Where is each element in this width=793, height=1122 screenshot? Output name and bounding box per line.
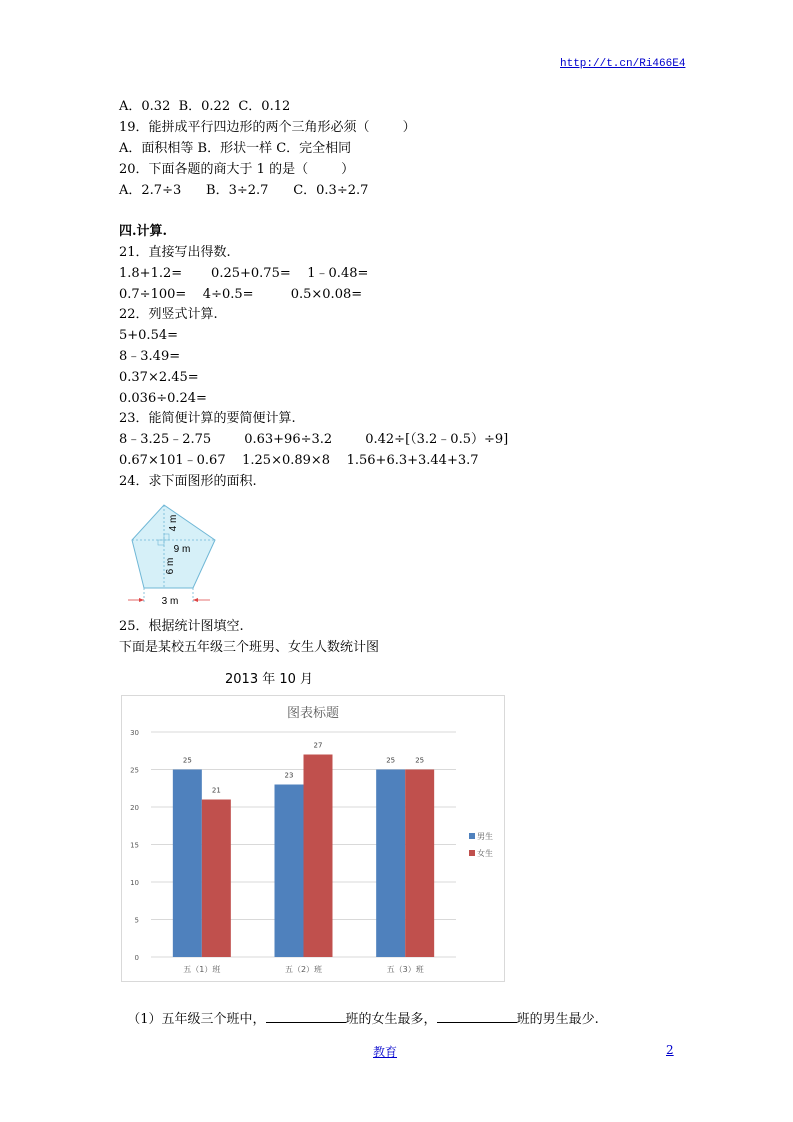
question-text-1: （1）五年级三个班中， — [127, 1012, 266, 1027]
data-label: 25 — [415, 756, 425, 765]
data-label: 27 — [313, 741, 323, 750]
data-label: 23 — [284, 771, 294, 780]
bar — [275, 785, 304, 958]
q23-text: 23．能简便计算的要简便计算. — [119, 411, 296, 426]
bar — [304, 755, 333, 958]
x-tick-label: 五（1）班 — [183, 965, 221, 974]
data-label: 25 — [386, 756, 396, 765]
q21-row2: 0.7÷100= 4÷0.5= 0.5×0.08= — [119, 287, 363, 302]
y-tick-label: 0 — [134, 954, 139, 962]
question-text-3: 班的男生最少. — [516, 1012, 599, 1027]
legend-swatch — [469, 850, 475, 856]
bar — [405, 770, 434, 958]
footer-link[interactable]: 教育 — [373, 1045, 398, 1059]
q20-text: 20．下面各题的商大于 1 的是（ ） — [119, 162, 355, 177]
bar — [202, 800, 231, 958]
legend-label: 男生 — [477, 832, 493, 841]
figure-label-bottom: 6 m — [165, 557, 176, 575]
q20-options: A．2.7÷3 B．3÷2.7 C．0.3÷2.7 — [119, 183, 369, 198]
figure-label-base: 3 m — [161, 596, 179, 607]
q22-item3: 0.37×2.45= — [119, 370, 199, 385]
q25-part1 — [119, 994, 599, 1028]
q22-item4: 0.036÷0.24= — [119, 391, 207, 406]
bar — [173, 770, 202, 958]
y-tick-label: 5 — [134, 916, 139, 925]
y-tick-label: 20 — [130, 804, 139, 812]
q19-options: A．面积相等 B．形状一样 C．完全相同 — [119, 141, 352, 156]
q21-row1: 1.8+1.2= 0.25+0.75= 1﹣0.48= — [119, 266, 369, 281]
page-number[interactable]: 2 — [666, 1043, 674, 1057]
q18-options: A．0.32 B．0.22 C．0.12 — [119, 99, 291, 114]
q22-text: 22．列竖式计算. — [119, 307, 218, 322]
q23-row1: 8﹣3.25﹣2.75 0.63+96÷3.2 0.42÷[（3.2﹣0.5）÷9] — [119, 432, 509, 447]
data-label: 25 — [182, 756, 192, 765]
q25-description: 下面是某校五年级三个班男、女生人数统计图 — [119, 640, 380, 655]
question-text-2: 班的女生最多， — [345, 1012, 437, 1027]
bar-chart — [121, 695, 505, 982]
chart-outer-title: 2013 年 10 月 — [225, 672, 314, 687]
q25-text: 25．根据统计图填空. — [119, 619, 244, 634]
q22-item1: 5+0.54= — [119, 328, 179, 343]
bar — [376, 770, 405, 958]
section-heading: 四.计算. — [119, 224, 168, 239]
x-tick-label: 五（3）班 — [386, 965, 424, 974]
pentagon-figure — [118, 500, 218, 610]
y-tick-label: 25 — [130, 766, 139, 775]
q21-text: 21．直接写出得数. — [119, 245, 231, 260]
legend-swatch — [469, 833, 475, 839]
q19-text: 19．能拼成平行四边形的两个三角形必须（ ） — [119, 120, 416, 135]
figure-label-top: 4 m — [168, 514, 179, 532]
chart-title: 图表标题 — [286, 706, 340, 721]
y-tick-label: 10 — [130, 879, 139, 887]
header-url-link[interactable]: http://t.cn/Ri466E4 — [560, 58, 686, 70]
y-tick-label: 30 — [130, 729, 139, 737]
answer-blank-1[interactable] — [266, 1010, 346, 1023]
data-label: 21 — [211, 786, 221, 795]
answer-blank-2[interactable] — [437, 1010, 517, 1023]
q24-text: 24．求下面图形的面积. — [119, 474, 257, 489]
x-tick-label: 五（2）班 — [284, 965, 323, 974]
q23-row2: 0.67×101﹣0.67 1.25×0.89×8 1.56+6.3+3.44+3.7 — [119, 453, 479, 468]
legend-label: 女生 — [477, 849, 493, 858]
q22-item2: 8﹣3.49= — [119, 349, 181, 364]
y-tick-label: 15 — [130, 841, 139, 850]
figure-label-width: 9 m — [173, 544, 191, 555]
